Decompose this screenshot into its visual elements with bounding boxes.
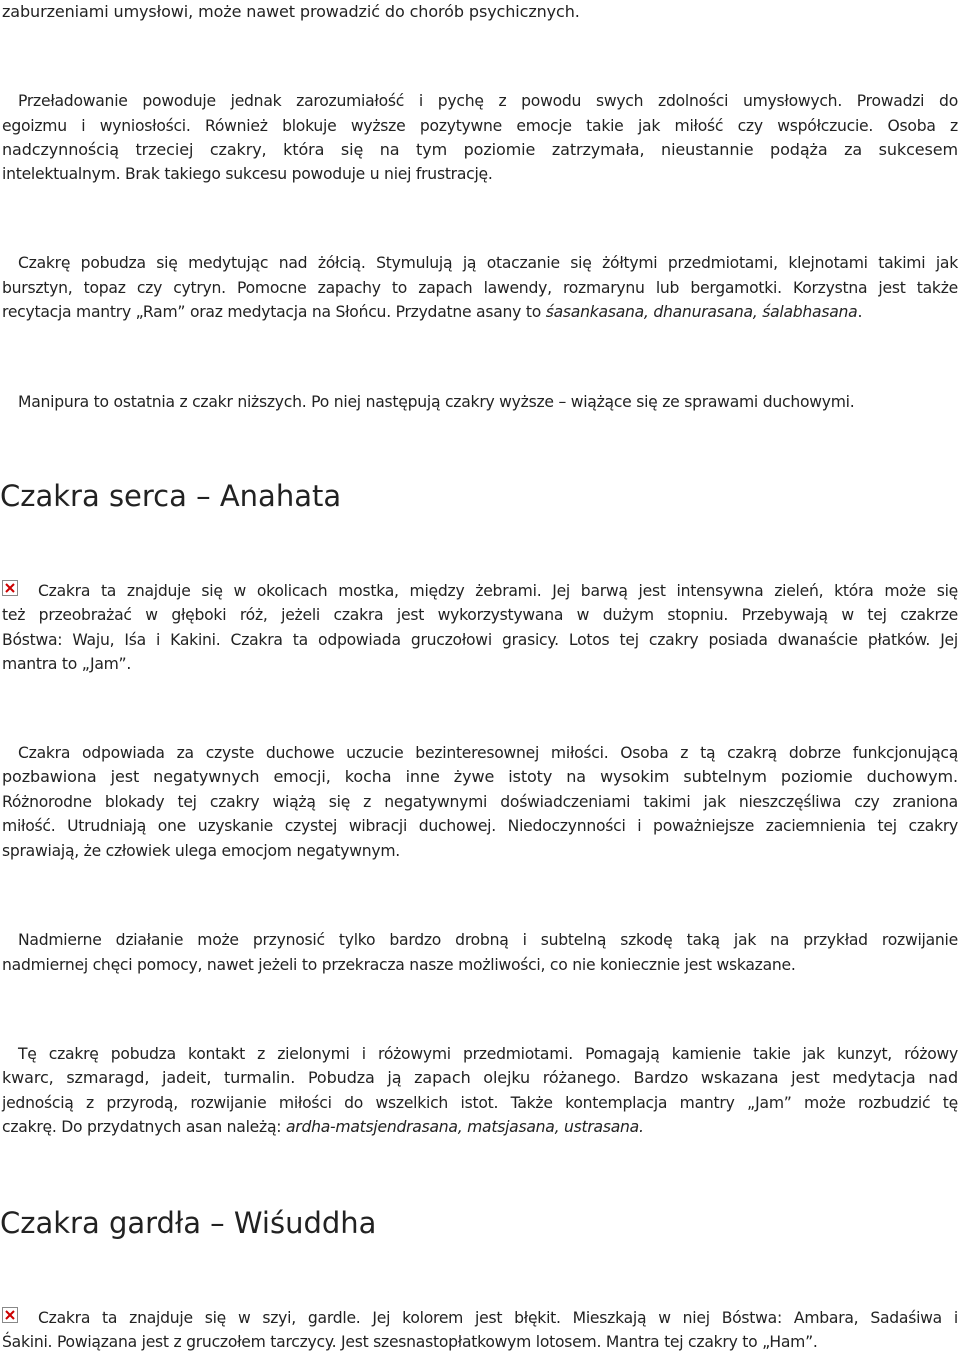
paragraph-line: Nadmierne działanie może przynosić tylko bardzo drobną i subtelną szkodę taką jak na przykład rozwijanie [18, 931, 958, 949]
paragraph-line: jednością z przyrodą, rozwijanie miłości do wszelkich istot. Także kontemplacja mantry „Jam” może rozbudzić tę [2, 1094, 958, 1112]
paragraph-line: też przeobrażać w głęboki róż, jeżeli czakra jest wykorzystywana w dużym stopniu. Przebywają w tej czakrze [2, 606, 958, 624]
text-segment: recytacja mantry „Ram” oraz medytacja na Słońcu. Przydatne asany to [2, 303, 546, 321]
paragraph-line: kwarc, szmaragd, jadeit, turmalin. Pobudza ją zapach olejku różanego. Bardzo wskazana jest medytacja nad [2, 1068, 958, 1087]
asana-list: śasankasana, dhanurasana, śalabhasana [545, 303, 858, 321]
paragraph-line: nadmiernej chęci pomocy, nawet jeżeli to przekracza nasze możliwości, co nie koniecznie jest wskazane. [2, 956, 796, 974]
paragraph-line: intelektualnym. Brak takiego sukcesu powoduje u niej frustrację. [2, 165, 493, 183]
section-heading: Czakra gardła – Wiśuddha [0, 1206, 377, 1240]
paragraph-line: Różnorodne blokady tej czakry wiążą się z negatywnymi doświadczeniami takimi jak nieszczęśliwa czy zraniona [2, 793, 958, 811]
paragraph-line: Czakra ta znajduje się w szyi, gardle. Jej kolorem jest błękit. Mieszkają w niej Bóstwa: Ambara, Sadaśiwa i [38, 1309, 958, 1327]
paragraph-line: miłość. Utrudniają one uzyskanie czystej wibracji duchowej. Niedoczynności i poważniejsze zaciemnienia tej czakry [2, 817, 958, 835]
paragraph-line: mantra to „Jam”. [2, 655, 132, 673]
paragraph-line: zaburzeniami umysłowi, może nawet prowadzić do chorób psychicznych. [2, 2, 580, 21]
broken-image-icon [2, 580, 18, 596]
paragraph-line [2, 1115, 958, 1139]
paragraph-line: sprawiają, że człowiek ulega emocjom negatywnym. [2, 842, 400, 860]
paragraph-line: pozbawiona jest negatywnych emocji, kocha inne żywe istoty na wysokim subtelnym poziomie duchowym. [2, 767, 958, 786]
paragraph-line: egoizmu i wyniosłości. Również blokuje wyższe pozytywne emocje takie jak miłość czy współczucie. Osoba z [2, 117, 958, 135]
paragraph-line: Czakrę pobudza się medytując nad żółcią. Stymulują ją otaczanie się żółtymi przedmiotami, klejnotami takimi jak [18, 254, 958, 272]
paragraph-line: Manipura to ostatnia z czakr niższych. Po niej następują czakry wyższe – wiążące się ze sprawami duchowymi. [18, 393, 855, 411]
paragraph-line [2, 300, 958, 324]
paragraph-line: Śakini. Powiązana jest z gruczołem tarczycy. Jest szesnastopłatkowym lotosem. Mantra tej czakry to „Ham”. [2, 1333, 818, 1351]
paragraph-line: Czakra odpowiada za czyste duchowe uczucie bezinteresownej miłości. Osoba z tą czakrą dobrze funkcjonującą [18, 744, 958, 762]
paragraph-line: Tę czakrę pobudza kontakt z zielonymi i różowymi przedmiotami. Pomagają kamienie takie jak kunzyt, różowy [18, 1045, 958, 1063]
paragraph-line: Bóstwa: Waju, Iśa i Kakini. Czakra ta odpowiada gruczołowi grasicy. Lotos tej czakry posiada dwanaście płatków. Jej [2, 631, 958, 649]
paragraph-line: nadczynnością trzeciej czakry, która się na tym poziomie zatrzymała, nieustannie podąża za sukcesem [2, 140, 958, 159]
text-segment: czakrę. Do przydatnych asan należą: [2, 1118, 286, 1136]
broken-image-icon [2, 1307, 18, 1323]
paragraph-line: Przeładowanie powoduje jednak zarozumiałość i pychę z powodu swych zdolności umysłowych. Prowadzi do [18, 92, 958, 110]
text-segment: . [857, 303, 863, 321]
section-heading: Czakra serca – Anahata [0, 479, 342, 513]
asana-list: ardha-matsjendrasana, matsjasana, ustrasana. [285, 1118, 644, 1136]
paragraph-line: Czakra ta znajduje się w okolicach mostka, między żebrami. Jej barwą jest intensywna zieleń, która może się [38, 582, 958, 600]
paragraph-line: bursztyn, topaz czy cytryn. Pomocne zapachy to zapach lawendy, rozmarynu lub bergamotki. Korzystna jest także [2, 279, 958, 297]
